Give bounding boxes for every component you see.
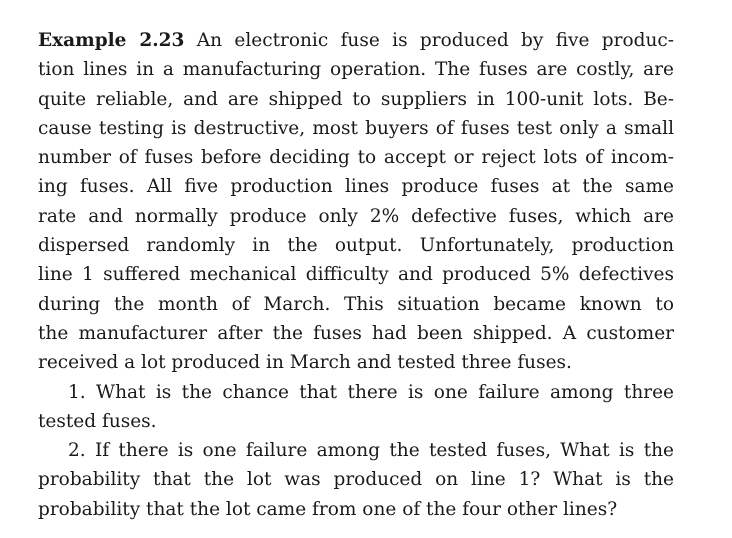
example-line: quite reliable, and are shipped to suppliers in 100-unit lots. Be- — [38, 88, 674, 110]
example-line-text: An electronic fuse is produced by five produc- — [184, 30, 674, 51]
question-line: tested fuses. — [38, 410, 157, 432]
example-line: cause testing is destructive, most buyers of fuses test only a small — [38, 117, 674, 139]
example-line — [38, 26, 674, 55]
question-2 — [38, 436, 674, 524]
example-line: during the month of March. This situation became known to — [38, 293, 674, 315]
example-line: tion lines in a manufacturing operation. The fuses are costly, are — [38, 59, 674, 81]
example-line: received a lot produced in March and tested three fuses. — [38, 352, 572, 374]
example-line: dispersed randomly in the output. Unfortunately, production — [38, 235, 674, 257]
example-text-block — [38, 26, 674, 524]
example-line: the manufacturer after the fuses had been shipped. A customer — [38, 322, 674, 344]
example-line: line 1 suffered mechanical difficulty and produced 5% defectives — [38, 264, 674, 286]
question-line: probability that the lot came from one of the four other lines? — [38, 498, 618, 520]
question-1 — [38, 378, 674, 437]
example-line: ing fuses. All five production lines produce fuses at the same — [38, 176, 674, 198]
question-line: 2. If there is one failure among the tested fuses, What is the — [68, 440, 674, 462]
example-paragraph — [38, 26, 674, 378]
question-line: probability that the lot was produced on line 1? What is the — [38, 469, 674, 491]
question-line: 1. What is the chance that there is one failure among three — [68, 381, 674, 403]
example-line: rate and normally produce only 2% defective fuses, which are — [38, 205, 674, 227]
example-label: Example 2.23 — [38, 30, 185, 51]
example-line: number of fuses before deciding to accept or reject lots of incom- — [38, 147, 674, 169]
